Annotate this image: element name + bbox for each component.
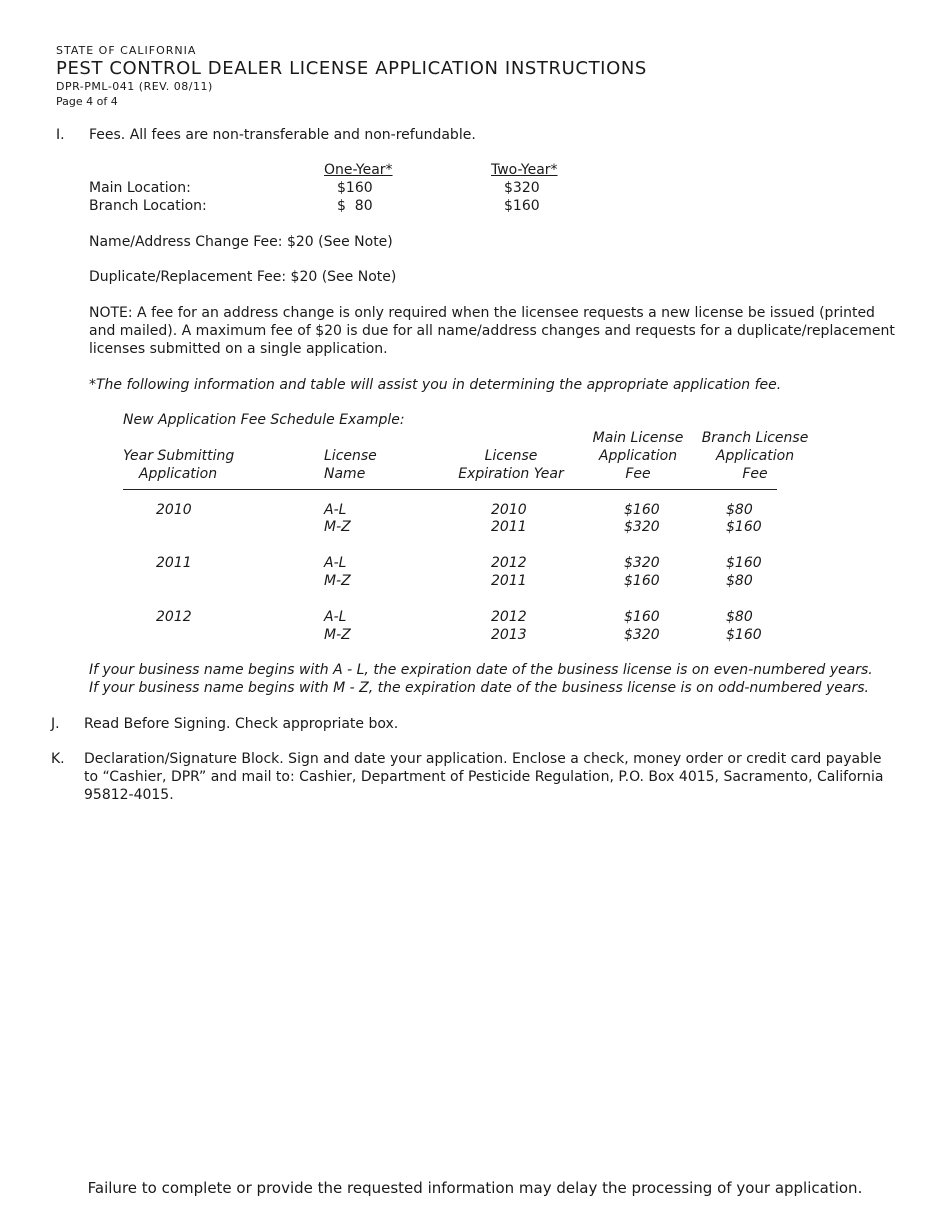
note-line-1: NOTE: A fee for an address change is only required when the licensee requests a new license be issued (printed — [89, 305, 875, 321]
header-name-line-1: License — [324, 448, 377, 464]
header-main-line-2: Application — [598, 448, 678, 464]
section-k-line-2: to “Cashier, DPR” and mail to: Cashier, Department of Pesticide Regulation, P.O. Box 4015, Sacramento, California — [84, 769, 884, 785]
section-j-letter: J. — [51, 716, 60, 732]
header-main-line-1: Main License — [592, 430, 684, 446]
state-label: STATE OF CALIFORNIA — [56, 44, 197, 57]
header-branch-line-1: Branch License — [701, 430, 809, 446]
note-line-2: and mailed). A maximum fee of $20 is due for all name/address changes and requests for a duplicate/replacement — [89, 323, 895, 339]
section-k-line-3: 95812-4015. — [84, 787, 174, 803]
branch-location-label: Branch Location: — [89, 198, 207, 214]
schedule-main-fee: $320 — [624, 627, 660, 643]
section-i-heading: Fees. All fees are non-transferable and non-refundable. — [89, 127, 476, 143]
note-line-3: licenses submitted on a single application. — [89, 341, 388, 357]
expiration-note-a-l: If your business name begins with A - L, the expiration date of the business license is on even-numbered years. — [89, 662, 873, 678]
header-main-line-3: Fee — [625, 466, 651, 482]
schedule-license-name: A-L — [324, 609, 347, 625]
schedule-branch-fee: $80 — [726, 609, 753, 625]
main-location-label: Main Location: — [89, 180, 191, 196]
two-year-header: Two-Year* — [491, 162, 558, 178]
schedule-caption: New Application Fee Schedule Example: — [123, 412, 405, 428]
schedule-year: 2011 — [156, 555, 192, 571]
header-branch-line-3: Fee — [742, 466, 768, 482]
schedule-license-name: M-Z — [324, 519, 351, 535]
section-i-letter: I. — [56, 127, 65, 143]
schedule-expiration-year: 2011 — [491, 573, 527, 589]
schedule-license-name: A-L — [324, 502, 347, 518]
schedule-license-name: A-L — [324, 555, 347, 571]
schedule-expiration-year: 2013 — [491, 627, 527, 643]
section-j-text: Read Before Signing. Check appropriate box. — [84, 716, 399, 732]
expiration-note-m-z: If your business name begins with M - Z, the expiration date of the business license is on odd-numbered years. — [89, 680, 869, 696]
header-year-line-1: Year Submitting — [123, 448, 235, 464]
header-branch-line-2: Application — [715, 448, 795, 464]
schedule-year: 2010 — [156, 502, 192, 518]
schedule-expiration-year: 2011 — [491, 519, 527, 535]
name-change-fee: Name/Address Change Fee: $20 (See Note) — [89, 234, 393, 250]
footer-notice: Failure to complete or provide the requested information may delay the processing of your application. — [87, 1179, 863, 1197]
schedule-branch-fee: $160 — [726, 555, 762, 571]
schedule-header-divider — [123, 489, 777, 490]
schedule-main-fee: $160 — [624, 573, 660, 589]
branch-location-one-year: $ 80 — [337, 198, 373, 214]
main-location-two-year: $320 — [504, 180, 540, 196]
form-number: DPR-PML-041 (REV. 08/11) — [56, 80, 213, 93]
schedule-year: 2012 — [156, 609, 192, 625]
schedule-license-name: M-Z — [324, 627, 351, 643]
schedule-main-fee: $160 — [624, 609, 660, 625]
duplicate-fee: Duplicate/Replacement Fee: $20 (See Note) — [89, 269, 397, 285]
page-number: Page 4 of 4 — [56, 95, 118, 108]
section-k-letter: K. — [51, 751, 65, 767]
schedule-branch-fee: $80 — [726, 573, 753, 589]
schedule-main-fee: $320 — [624, 555, 660, 571]
schedule-branch-fee: $160 — [726, 519, 762, 535]
assist-text: *The following information and table will assist you in determining the appropriate application fee. — [89, 377, 782, 393]
branch-location-two-year: $160 — [504, 198, 540, 214]
schedule-branch-fee: $160 — [726, 627, 762, 643]
schedule-main-fee: $160 — [624, 502, 660, 518]
header-expiration-line-2: Expiration Year — [458, 466, 564, 482]
main-location-one-year: $160 — [337, 180, 373, 196]
schedule-expiration-year: 2012 — [491, 609, 527, 625]
schedule-main-fee: $320 — [624, 519, 660, 535]
schedule-branch-fee: $80 — [726, 502, 753, 518]
one-year-header: One-Year* — [324, 162, 393, 178]
schedule-expiration-year: 2012 — [491, 555, 527, 571]
header-name-line-2: Name — [324, 466, 366, 482]
section-k-line-1: Declaration/Signature Block. Sign and date your application. Enclose a check, money order or credit card payable — [84, 751, 882, 767]
schedule-license-name: M-Z — [324, 573, 351, 589]
schedule-expiration-year: 2010 — [491, 502, 527, 518]
page-title: PEST CONTROL DEALER LICENSE APPLICATION INSTRUCTIONS — [56, 58, 647, 79]
header-expiration-line-1: License — [484, 448, 538, 464]
header-year-line-2: Application — [138, 466, 218, 482]
